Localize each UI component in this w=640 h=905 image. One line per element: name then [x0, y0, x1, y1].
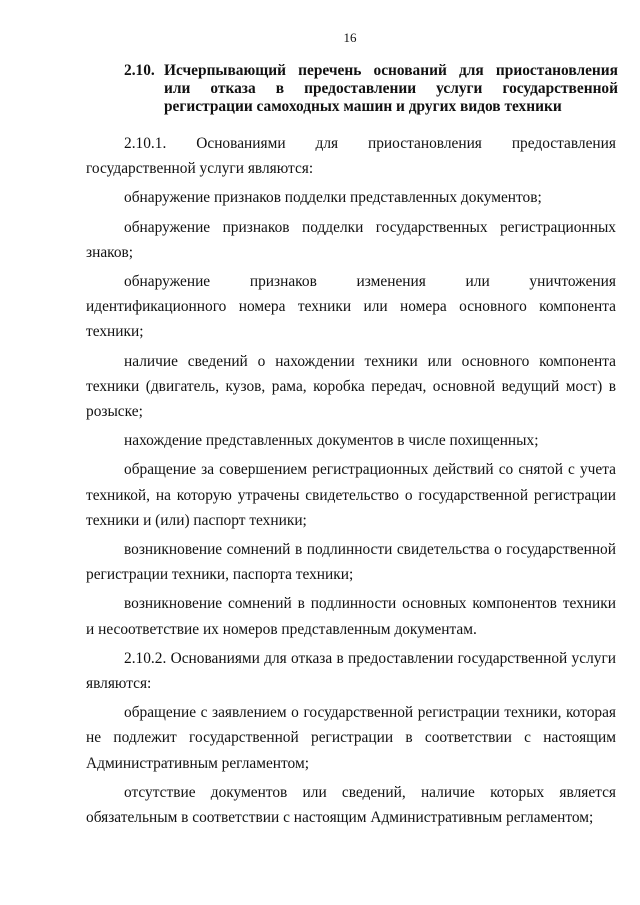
paragraph	[86, 780, 616, 830]
section-number: 2.10.	[124, 62, 155, 79]
document-body	[86, 124, 616, 830]
paragraph-line: возникновение сомнений в подлинности свидетельства о государственной	[124, 541, 616, 559]
paragraph-line: регистрации техники, паспорта техники;	[86, 566, 354, 584]
paragraph-line: обращение с заявлением о государственной регистрации техники, которая	[124, 704, 616, 722]
paragraph	[86, 349, 616, 425]
paragraph-line: не подлежит государственной регистрации в соответствии с настоящим	[86, 729, 616, 747]
paragraph-line: обязательным в соответствии с настоящим Административным регламентом;	[86, 809, 594, 827]
paragraph-line: являются:	[86, 675, 152, 693]
paragraph	[86, 646, 616, 696]
section-title	[164, 62, 618, 116]
paragraph-line: возникновение сомнений в подлинности основных компонентов техники	[124, 595, 616, 613]
paragraph-line: техникой, на которую утрачены свидетельство о государственной регистрации	[86, 486, 616, 504]
paragraph	[86, 185, 616, 210]
paragraph	[86, 591, 616, 641]
paragraph	[86, 428, 616, 453]
paragraph-line: обнаружение признаков подделки представленных документов;	[124, 189, 542, 207]
paragraph-line: 2.10.1. Основаниями для приостановления предоставления	[124, 135, 616, 152]
paragraph	[86, 131, 616, 181]
paragraph	[86, 700, 616, 776]
paragraph-line: нахождение представленных документов в числе похищенных;	[124, 432, 539, 450]
paragraph-line: наличие сведений о нахождении техники или основного компонента	[124, 352, 616, 370]
paragraph-line: розыске;	[86, 403, 143, 421]
paragraph	[86, 537, 616, 587]
paragraph-line: знаков;	[86, 243, 134, 261]
paragraph-line: 2.10.2. Основаниями для отказа в предоставлении государственной услуги	[124, 649, 616, 667]
paragraph-line: идентификационного номера техники или номера основного компонента	[86, 298, 616, 316]
paragraph-line: государственной услуги являются:	[86, 160, 314, 178]
paragraph	[86, 269, 616, 345]
paragraph-line: обращение за совершением регистрационных действий со снятой с учета	[124, 461, 616, 479]
paragraph-line: обнаружение признаков изменения или уничтожения	[124, 273, 616, 291]
section-heading	[124, 62, 618, 116]
paragraph-line: отсутствие документов или сведений, наличие которых является	[124, 783, 616, 801]
paragraph-line: техники и (или) паспорт техники;	[86, 511, 307, 529]
paragraph-line: техники (двигатель, кузов, рама, коробка передач, основной ведущий мост) в	[86, 377, 616, 395]
section-title-line: регистрации самоходных машин и других видов техники	[164, 98, 562, 115]
paragraph-line: Административным регламентом;	[86, 754, 309, 772]
paragraph-line: техники;	[86, 323, 144, 341]
paragraph	[86, 457, 616, 533]
paragraph	[86, 215, 616, 265]
paragraph-line: обнаружение признаков подделки государственных регистрационных	[124, 218, 616, 236]
page-number: 16	[343, 30, 357, 45]
section-title-line: Исчерпывающий перечень оснований для приостановления	[164, 62, 618, 79]
paragraph-line: и несоответствие их номеров представленным документам.	[86, 620, 477, 638]
section-title-line: или отказа в предоставлении услуги государственной	[164, 80, 618, 97]
